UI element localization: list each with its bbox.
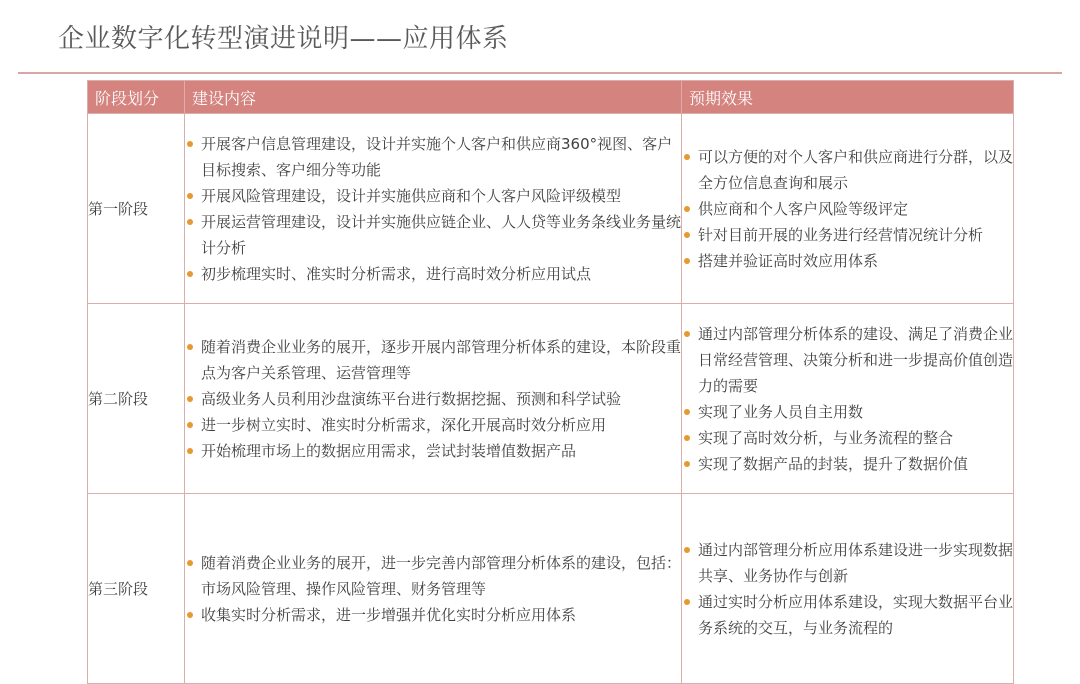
list-item: 通过内部管理分析应用体系建设进一步实现数据共享、业务协作与创新 <box>682 537 1013 589</box>
bullet-icon <box>684 206 690 212</box>
bullet-icon <box>684 409 690 415</box>
list-item: 搭建并验证高时效应用体系 <box>682 248 1013 274</box>
effect-list <box>682 537 1013 641</box>
stage-table <box>87 80 1014 684</box>
content-list <box>185 550 681 628</box>
bullet-icon <box>187 271 193 277</box>
bullet-icon <box>684 461 690 467</box>
table-row <box>88 494 1014 684</box>
title-divider <box>18 72 1062 74</box>
list-item: 通过实时分析应用体系建设，实现大数据平台业务系统的交互，与业务流程的 <box>682 589 1013 641</box>
stage-cell: 第三阶段 <box>88 494 185 684</box>
bullet-icon <box>187 219 193 225</box>
list-item: 实现了业务人员自主用数 <box>682 399 1013 425</box>
list-item: 初步梳理实时、准实时分析需求，进行高时效分析应用试点 <box>185 261 681 287</box>
list-item: 开展风险管理建设，设计并实施供应商和个人客户风险评级模型 <box>185 183 681 209</box>
effect-list <box>682 144 1013 274</box>
stage-cell: 第二阶段 <box>88 304 185 494</box>
bullet-icon <box>187 396 193 402</box>
effect-cell <box>682 304 1014 494</box>
bullet-icon <box>684 599 690 605</box>
header-effect: 预期效果 <box>682 81 1014 114</box>
list-item: 高级业务人员利用沙盘演练平台进行数据挖掘、预测和科学试验 <box>185 386 681 412</box>
bullet-icon <box>187 560 193 566</box>
header-content: 建设内容 <box>185 81 682 114</box>
list-item: 供应商和个人客户风险等级评定 <box>682 196 1013 222</box>
stage-cell: 第一阶段 <box>88 114 185 304</box>
bullet-icon <box>684 547 690 553</box>
bullet-icon <box>684 232 690 238</box>
content-cell <box>185 494 682 684</box>
bullet-icon <box>684 258 690 264</box>
table-row <box>88 114 1014 304</box>
list-item: 随着消费企业业务的展开，逐步开展内部管理分析体系的建设，本阶段重点为客户关系管理、运营管理等 <box>185 334 681 386</box>
content-list <box>185 131 681 287</box>
effect-list <box>682 321 1013 477</box>
bullet-icon <box>187 344 193 350</box>
bullet-icon <box>187 193 193 199</box>
list-item: 实现了高时效分析，与业务流程的整合 <box>682 425 1013 451</box>
header-stage: 阶段划分 <box>88 81 185 114</box>
list-item: 开始梳理市场上的数据应用需求，尝试封装增值数据产品 <box>185 438 681 464</box>
list-item: 收集实时分析需求，进一步增强并优化实时分析应用体系 <box>185 602 681 628</box>
content-list <box>185 334 681 464</box>
bullet-icon <box>187 448 193 454</box>
list-item: 进一步树立实时、准实时分析需求，深化开展高时效分析应用 <box>185 412 681 438</box>
content-cell <box>185 304 682 494</box>
table-row <box>88 304 1014 494</box>
bullet-icon <box>187 422 193 428</box>
list-item: 开展运营管理建设，设计并实施供应链企业、人人贷等业务条线业务量统计分析 <box>185 209 681 261</box>
list-item: 开展客户信息管理建设，设计并实施个人客户和供应商360°视图、客户目标搜索、客户细分等功能 <box>185 131 681 183</box>
list-item: 可以方便的对个人客户和供应商进行分群，以及全方位信息查询和展示 <box>682 144 1013 196</box>
list-item: 通过内部管理分析体系的建设、满足了消费企业日常经营管理、决策分析和进一步提高价值创造力的需要 <box>682 321 1013 399</box>
content-cell <box>185 114 682 304</box>
list-item: 实现了数据产品的封装，提升了数据价值 <box>682 451 1013 477</box>
list-item: 随着消费企业业务的展开，进一步完善内部管理分析体系的建设，包括：市场风险管理、操作风险管理、财务管理等 <box>185 550 681 602</box>
bullet-icon <box>684 331 690 337</box>
effect-cell <box>682 114 1014 304</box>
bullet-icon <box>187 141 193 147</box>
page-title: 企业数字化转型演进说明——应用体系 <box>58 24 509 54</box>
bullet-icon <box>684 435 690 441</box>
list-item: 针对目前开展的业务进行经营情况统计分析 <box>682 222 1013 248</box>
bullet-icon <box>187 612 193 618</box>
table-header-row <box>88 81 1014 114</box>
effect-cell <box>682 494 1014 684</box>
bullet-icon <box>684 154 690 160</box>
